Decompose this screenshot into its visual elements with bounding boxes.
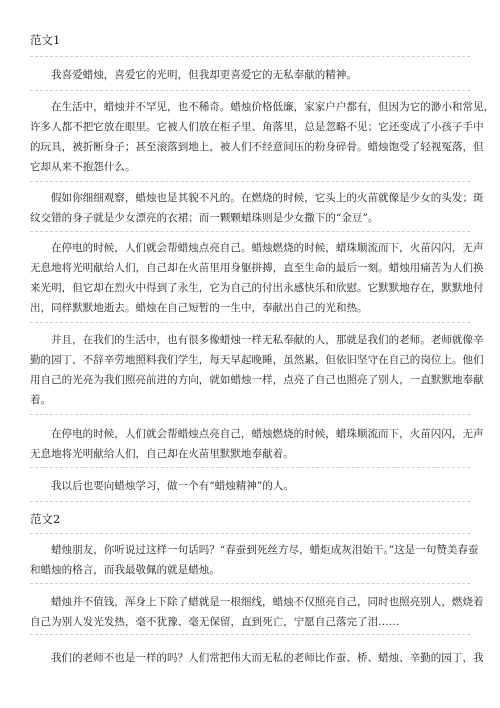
section-heading-2: 范文2 xyxy=(30,512,61,526)
text-line: 在停电的时候，人们就会帮蜡烛点亮自己。蜡烛燃烧的时候，蜡珠顺流而下，火苗闪闪，无声 xyxy=(51,242,484,254)
divider xyxy=(30,231,470,232)
text-line: 假如你细细观察，蜡烛也是其貌不凡的。在燃烧的时候，它头上的火苗就像是少女的头发；斑 xyxy=(51,192,484,204)
divider xyxy=(30,533,470,534)
text-line: 我们的老师不也是一样的吗？人们常把伟大而无私的老师比作蚕、桥、蜡烛、辛勤的园丁，我 xyxy=(51,652,484,664)
text-line: 无息地将光明献给人们，自己却在火苗里用身躯拼搏，直至生命的最后一刻。蜡烛用痛苦为人们换 xyxy=(30,262,484,274)
text-line: 来光明，但它却在烈火中得到了永生，它为自己的付出永感快乐和欣慰。它默默地存在，默默地付 xyxy=(30,282,484,294)
text-line: 我喜爱蜡烛，喜爱它的光明，但我却更喜爱它的无私奉献的精神。 xyxy=(51,69,357,81)
text-line: 出，同样默默地逝去。蜡烛在自己短暂的一生中，奉献出自己的光和热。 xyxy=(30,302,368,314)
divider xyxy=(30,467,470,468)
text-line: 蜡烛朋友，你听说过这样一句话吗？“春蚕到死丝方尽，蜡炬成灰泪始干。”这是一句赞美春蚕 xyxy=(51,544,479,556)
text-line: 用自己的光亮为我们照亮前进的方向，就如蜡烛一样，点亮了自己也照亮了别人，一直默默地奉献 xyxy=(30,374,484,386)
text-line: 在生活中，蜡烛并不罕见，也不稀奇。蜡烛价格低廉，家家户户都有，但因为它的渺小和常见， xyxy=(51,101,495,113)
text-line: 蜡烛并不值钱，浑身上下除了蜡就是一根细线，蜡烛不仅照亮自己，同时也照亮别人，燃烧着 xyxy=(51,596,484,608)
text-line: 和蜡烛的格言，而我最敬佩的就是蜡烛。 xyxy=(30,564,220,576)
text-line: 并且，在我们的生活中，也有很多像蜡烛一样无私奉献的人，那就是我们的老师。老师就像辛 xyxy=(51,334,484,346)
text-line: 的玩具，被折断身子；甚至滚落到地上，被人们不经意间压的粉身碎骨。蜡烛饱受了轻视冤落，但 xyxy=(30,141,484,153)
divider xyxy=(30,501,470,502)
divider xyxy=(30,414,470,415)
divider xyxy=(30,583,470,584)
text-line: 在停电的时候，人们就会帮蜡烛点亮自己，蜡烛燃烧的时候，蜡珠顺流而下，火苗闪闪，无声 xyxy=(51,428,484,440)
divider xyxy=(30,90,470,91)
divider xyxy=(30,634,470,635)
text-line: 我以后也要向蜡烛学习，做一个有“蜡烛精神”的人。 xyxy=(51,480,294,492)
divider xyxy=(30,181,470,182)
text-line: 无息地将光明献给人们，自己却在火苗里默默地奉献着。 xyxy=(30,448,294,460)
text-line: 自己为别人发光发热，毫不犹豫、毫无保留，直到死亡，宁愿自己落完了泪…… xyxy=(30,616,400,628)
text-line: 它却从来不抱怨什么。 xyxy=(30,161,136,173)
text-line: 纹交错的身子就是少女漂亮的衣裙；而一颗颗蜡珠则是少女撒下的“金豆”。 xyxy=(30,212,379,224)
divider xyxy=(30,56,470,57)
text-line: 许多人都不把它放在眼里。它被人们放在柜子里、角落里，总是忽略不见；它还变成了小孩子手中 xyxy=(30,121,484,133)
text-line: 着。 xyxy=(30,394,52,406)
section-heading-1: 范文1 xyxy=(30,33,61,47)
divider xyxy=(30,322,470,323)
text-line: 勤的园丁，不辞辛劳地照料我们学生，每天早起晚睡，虽然累，但依旧坚守在自己的岗位上。他们 xyxy=(30,354,484,366)
